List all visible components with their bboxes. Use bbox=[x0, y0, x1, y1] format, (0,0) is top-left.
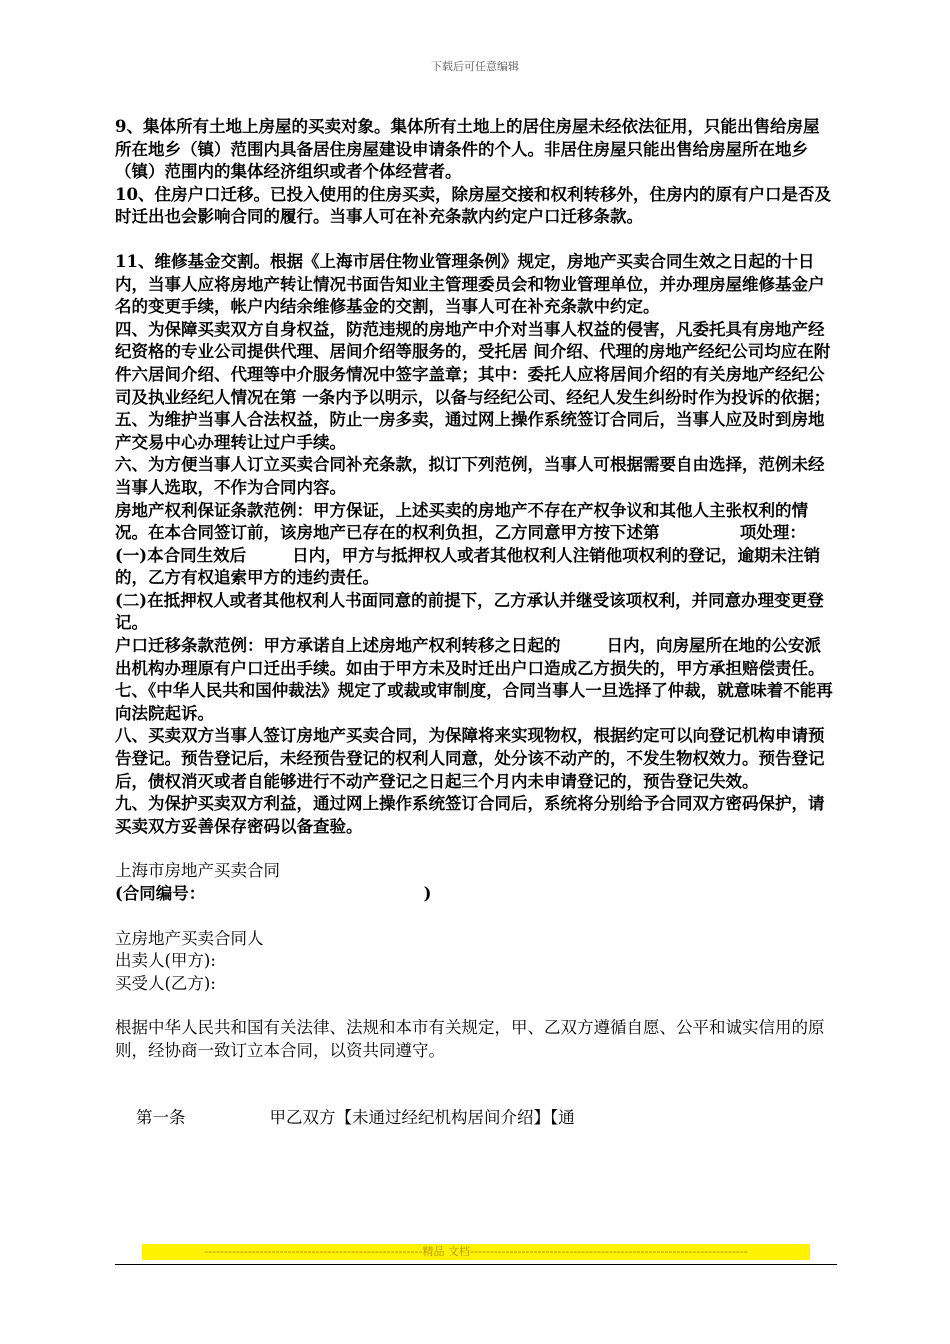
section-5: 五、为维护当事人合法权益，防止一房多卖，通过网上操作系统签订合同后，当事人应及时到房地产交易中心办理转让过户手续。 bbox=[115, 410, 825, 452]
spacer bbox=[115, 995, 835, 1017]
article-1 bbox=[115, 1085, 835, 1153]
contract-number: (合同编号： ) bbox=[115, 884, 432, 903]
option-2: (二)在抵押权人或者其他权利人书面同意的前提下，乙方承认并继受该项权利，并同意办理变更登记。 bbox=[115, 590, 824, 633]
footer-banner: -------------------------------------------------------精品 文档---------------------------------------------------------------------- bbox=[142, 1244, 810, 1260]
article-1-text: 甲乙双方【未通过经纪机构居间介绍】【通 bbox=[269, 1108, 575, 1128]
spacer bbox=[115, 229, 835, 251]
footer-rule bbox=[115, 1264, 837, 1265]
section-4: 四、为保障买卖双方自身权益，防范违规的房地产中介对当事人权益的侵害，凡委托具有房地产经纪资格的专业公司提供代理、居间介绍等服务的，受托居 间介绍、代理的房地产经纪公司均应在附件六居间介绍、代理等中介服务情况中签字盖章；其中：委托人应将居间介绍的有关房地产经纪公司及执业经纪人情况在第 一条内予以明示，以备与经纪公司、经纪人发生纠纷时作为投诉的依据； bbox=[115, 319, 831, 407]
rights-guarantee-example: 房地产权利保证条款范例：甲方保证，上述买卖的房地产不存在产权争议和其他人主张权利的情况。在本合同签订前，该房地产已存在的权利负担，乙方同意甲方按下述第 项处理： bbox=[115, 500, 808, 543]
document-body bbox=[115, 116, 835, 1152]
paragraph-10: 10、住房户口迁移。已投入使用的住房买卖，除房屋交接和权利转移外，住房内的原有户口是否及时迁出也会影响合同的履行。当事人可在补充条款内约定户口迁移条款。 bbox=[115, 184, 831, 227]
section-7: 七、《中华人民共和国仲裁法》规定了或裁或审制度，合同当事人一旦选择了仲裁，就意味着不能再向法院起诉。 bbox=[115, 681, 833, 723]
option-1: (一)本合同生效后 日内，甲方与抵押权人或者其他权利人注销他项权利的登记，逾期未注销的，乙方有权追索甲方的违约责任。 bbox=[115, 545, 821, 588]
preamble: 根据中华人民共和国有关法律、法规和本市有关规定，甲、乙双方遵循自愿、公平和诚实信用的原则，经协商一致订立本合同，以资共同遵守。 bbox=[115, 1018, 825, 1060]
paragraph-11: 11、维修基金交割。根据《上海市居住物业管理条例》规定，房地产买卖合同生效之日起的十日内，当事人应将房地产转让情况书面告知业主管理委员会和物业管理单位，并办理房屋维修基金户名的变更手续，帐户内结余维修基金的交割，当事人可在补充条款中约定。 bbox=[115, 251, 825, 317]
buyer-line: 买受人(乙方): bbox=[115, 973, 216, 993]
parties-heading: 立房地产买卖合同人 bbox=[115, 928, 264, 948]
spacer bbox=[115, 838, 835, 860]
section-6: 六、为方便当事人订立买卖合同补充条款，拟订下列范例，当事人可根据需要自由选择，范例未经当事人选取，不作为合同内容。 bbox=[115, 455, 825, 497]
spacer bbox=[115, 906, 835, 928]
article-1-label: 第一条 bbox=[135, 1108, 186, 1128]
paragraph-9: 9、集体所有土地上房屋的买卖对象。集体所有土地上的居住房屋未经依法征用，只能出售给房屋所在地乡（镇）范围内具备居住房屋建设申请条件的个人。非居住房屋只能出售给房屋所在地乡（镇）范围内的集体经济组织或者个体经营者。 bbox=[115, 117, 820, 182]
seller-line: 出卖人(甲方): bbox=[115, 951, 216, 971]
section-8: 八、买卖双方当事人签订房地产买卖合同，为保障将来实现物权，根据约定可以向登记机构申请预告登记。预告登记后，未经预告登记的权利人同意，处分该不动产的，不发生物权效力。预告登记后，债权消灭或者自能够进行不动产登记之日起三个月内未申请登记的，预告登记失效。 bbox=[115, 726, 825, 791]
hukou-example: 户口迁移条款范例：甲方承诺自上述房地产权利转移之日起的 日内，向房屋所在地的公安派出机构办理原有户口迁出手续。如由于甲方未及时迁出户口造成乙方损失的，甲方承担赔偿责任。 bbox=[115, 636, 825, 678]
contract-title: 上海市房地产买卖合同 bbox=[115, 861, 280, 881]
section-9: 九、为保护买卖双方利益，通过网上操作系统签订合同后，系统将分别给予合同双方密码保护，请买卖双方妥善保存密码以备查验。 bbox=[115, 794, 825, 836]
spacer bbox=[115, 1063, 835, 1085]
header-note: 下载后可任意编辑 bbox=[431, 60, 519, 73]
